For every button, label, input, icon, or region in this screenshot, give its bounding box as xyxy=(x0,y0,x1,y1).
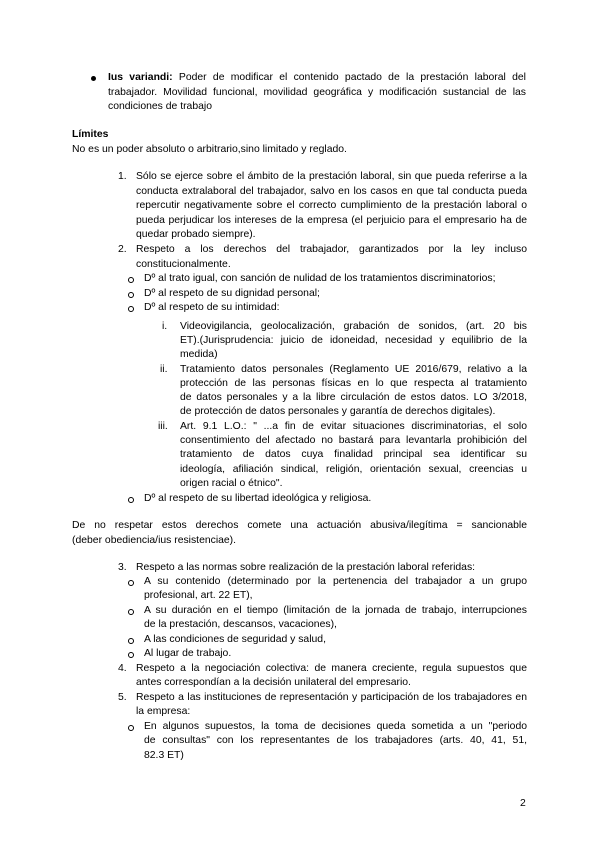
circle-bullet-icon xyxy=(128,292,134,298)
item-5-sub-line: 82.3 ET) xyxy=(144,750,184,761)
roman-ii-line: de datos personales y a la libre circulación de estos datos. LO 3/2018, xyxy=(180,392,527,403)
item-1-line: quedar probado siempre). xyxy=(136,229,256,240)
item-2-line: Respeto a los derechos del trabajador, garantizados por la ley incluso xyxy=(136,244,527,255)
roman-iii-number: iii. xyxy=(158,421,168,432)
item-1-line: repercutir negativamente sobre el correcto cumplimiento de la prestación laboral o xyxy=(136,200,527,211)
circle-bullet-icon xyxy=(128,725,134,731)
roman-iii-line: origen racial o étnico". xyxy=(180,478,283,489)
item-2-sub: Dº al trato igual, con sanción de nulidad de los tratamientos discriminatorios; xyxy=(144,273,496,284)
item-5-line: Respeto a las instituciones de representación y participación de los trabajadores en xyxy=(136,692,527,703)
item-4-line: antes correspondían a la decisión unilateral del empresario. xyxy=(136,677,411,688)
paragraph-line: (deber obediencia/ius resistenciae). xyxy=(72,535,237,546)
item-3-number: 3. xyxy=(118,562,127,573)
circle-bullet-icon xyxy=(128,277,134,283)
circle-bullet-icon xyxy=(128,638,134,644)
paragraph-line: De no respetar estos derechos comete una actuación abusiva/ilegítima = sancionable xyxy=(72,520,527,531)
intro-line-2: trabajador. Movilidad funcional, movilidad geográfica y modificación sustancial de las xyxy=(108,87,526,98)
item-3-sub-line: A su duración en el tiempo (limitación de la jornada de trabajo, interrupciones xyxy=(144,605,527,616)
roman-ii-line: protección de las personas físicas en lo que respecta al tratamiento xyxy=(180,378,527,389)
item-2-line: constitucionalmente. xyxy=(136,259,231,270)
limits-subtitle: No es un poder absoluto o arbitrario,sino limitado y reglado. xyxy=(72,144,347,155)
item-5-sub-line: En algunos supuestos, la toma de decisiones queda sometida a un "periodo xyxy=(144,721,527,732)
item-2-sub: Dº al respeto de su intimidad: xyxy=(144,302,280,313)
item-3-sub-line: Al lugar de trabajo. xyxy=(144,648,232,659)
item-3-sub-line: de la prestación, descansos, vacaciones), xyxy=(144,619,337,630)
page-number: 2 xyxy=(520,798,526,809)
roman-iii-line: Art. 9.1 L.O.: " ...a fin de evitar situaciones discriminatorias, el solo xyxy=(180,421,527,432)
roman-i-line: Videovigilancia, geolocalización, grabación de sonidos, (art. 20 bis xyxy=(180,321,527,332)
item-4-line: Respeto a la negociación colectiva: de manera creciente, regula supuestos que xyxy=(136,663,527,674)
item-5-number: 5. xyxy=(118,692,127,703)
roman-i-line: medida) xyxy=(180,349,218,360)
item-2-number: 2. xyxy=(118,244,127,255)
item-5-sub-line: de consultas" con los representantes de los trabajadores (arts. 40, 41, 51, xyxy=(144,735,527,746)
item-3-sub-line: A su contenido (determinado por la pertenencia del trabajador a un grupo xyxy=(144,576,527,587)
roman-ii-line: de protección de datos personales y garantía de derechos digitales). xyxy=(180,406,496,417)
item-3-sub-line: profesional, art. 22 ET), xyxy=(144,590,253,601)
roman-ii-number: ii. xyxy=(160,364,168,375)
limits-heading: Límites xyxy=(72,129,109,140)
item-1-line: Sólo se ejerce sobre el ámbito de la prestación laboral, sin que pueda referirse a la xyxy=(136,171,527,182)
roman-i-number: i. xyxy=(162,321,168,332)
item-1-line: conducta extralaboral del trabajador, salvo en los casos en que tal conducta pueda xyxy=(136,186,527,197)
item-1-line: pueda perjudicar los intereses de la empresa (el perjuicio para el empresario ha de xyxy=(136,215,527,226)
roman-iii-line: ideología, afiliación sindical, religión, orientación sexual, creencias u xyxy=(180,464,527,475)
item-2-last-sub: Dº al respeto de su libertad ideológica y religiosa. xyxy=(144,493,372,504)
circle-bullet-icon xyxy=(128,580,134,586)
roman-i-line: ET).(Jurisprudencia: juicio de idoneidad, necesidad y equilibrio de la xyxy=(180,335,527,346)
circle-bullet-icon xyxy=(128,497,134,503)
roman-ii-line: Tratamiento datos personales (Reglamento UE 2016/679, relativo a la xyxy=(180,364,527,375)
item-2-sub: Dº al respeto de su dignidad personal; xyxy=(144,288,320,299)
intro-line-1: Ius variandi: Poder de modificar el contenido pactado de la prestación laboral del xyxy=(108,72,526,83)
circle-bullet-icon xyxy=(128,306,134,312)
item-5-line: la empresa: xyxy=(136,706,191,717)
circle-bullet-icon xyxy=(128,652,134,658)
item-3-sub-line: A las condiciones de seguridad y salud, xyxy=(144,634,326,645)
item-3-line: Respeto a las normas sobre realización de la prestación laboral referidas: xyxy=(136,562,476,573)
roman-iii-line: tratamiento de datos cuya finalidad principal sea identificar su xyxy=(180,449,527,460)
item-4-number: 4. xyxy=(118,663,127,674)
circle-bullet-icon xyxy=(128,609,134,615)
intro-term: Ius variandi: xyxy=(108,72,173,83)
item-1-number: 1. xyxy=(118,171,127,182)
bullet-icon xyxy=(91,76,96,81)
roman-iii-line: consentimiento del afectado no bastará para levantarla prohibición del xyxy=(180,435,527,446)
intro-line-3: condiciones de trabajo xyxy=(108,101,212,112)
